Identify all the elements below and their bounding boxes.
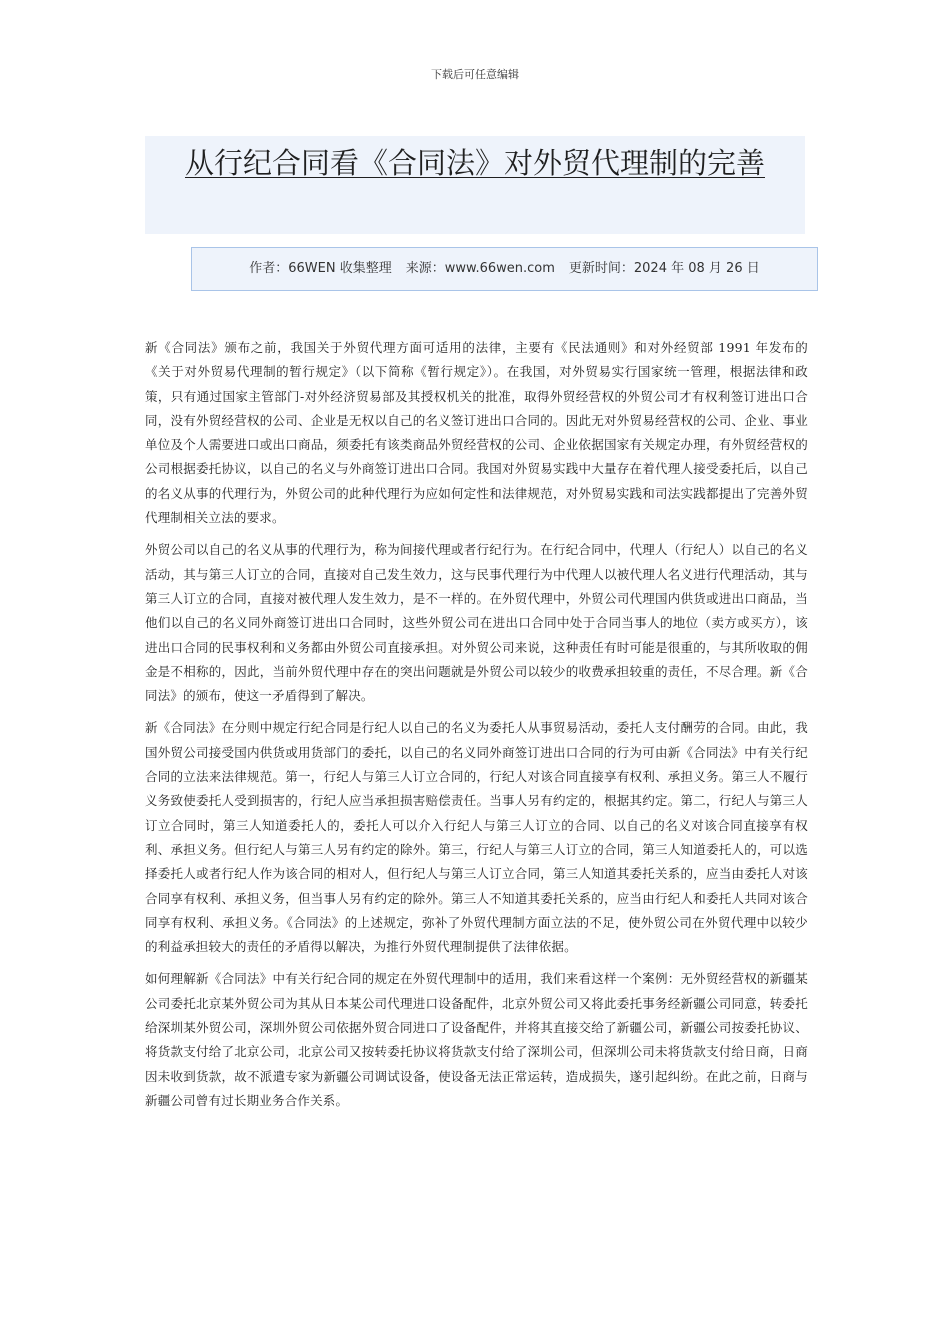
meta-source: 来源：www.66wen.com	[405, 261, 555, 276]
article-paragraph-1: 新《合同法》颁布之前，我国关于外贸代理方面可适用的法律，主要有《民法通则》和对外经贸部 1991 年发布的《关于对外贸易代理制的暂行规定》（以下简称《暂行规定》）。在我国，对外贸易实行国家统一管理，根据法律和政策，只有通过国家主管部门-对外经济贸易部及其授权机关的批准，取得外贸经营权的外贸公司才有权利签订进出口合同，没有外贸经营权的公司、企业是无权以自己的名义签订进出口合同的。因此无对外贸易经营权的公司、企业、事业单位及个人需要进口或出口商品，须委托有该类商品外贸经营权的公司、企业依据国家有关规定办理，有外贸经营权的公司根据委托协议，以自己的名义与外商签订进出口合同。我国对外贸易实践中大量存在着代理人接受委托后，以自己的名义从事的代理行为，外贸公司的此种代理行为应如何定性和法律规范，对外贸易实践和司法实践都提出了完善外贸代理制相关立法的要求。	[145, 340, 808, 526]
meta-author: 作者：66WEN 收集整理	[249, 261, 392, 276]
article-body	[145, 336, 808, 1121]
article-paragraph-2: 外贸公司以自己的名义从事的代理行为，称为间接代理或者行纪行为。在行纪合同中，代理人（行纪人）以自己的名义活动，其与第三人订立的合同，直接对自己发生效力，这与民事代理行为中代理人以被代理人名义进行代理活动，其与第三人订立的合同，直接对被代理人发生效力，是不一样的。在外贸代理中，外贸公司代理国内供货或进出口商品，当他们以自己的名义同外商签订进出口合同时，这些外贸公司在进出口合同中处于合同当事人的地位（卖方或买方），该进出口合同的民事权利和义务都由外贸公司直接承担。对外贸公司来说，这种责任有时可能是很重的，与其所收取的佣金是不相称的，因此，当前外贸代理中存在的突出问题就是外贸公司以较少的收费承担较重的责任，不尽合理。新《合同法》的颁布，使这一矛盾得到了解决。	[145, 542, 808, 704]
article-meta	[191, 247, 818, 291]
title-banner	[145, 136, 805, 234]
article-paragraph-3: 新《合同法》在分则中规定行纪合同是行纪人以自己的名义为委托人从事贸易活动，委托人支付酬劳的合同。由此，我国外贸公司接受国内供货或用货部门的委托，以自己的名义同外商签订进出口合同的行为可由新《合同法》中有关行纪合同的立法来法律规范。第一，行纪人与第三人订立合同的，行纪人对该合同直接享有权利、承担义务。第三人不履行义务致使委托人受到损害的，行纪人应当承担损害赔偿责任。当事人另有约定的，根据其约定。第二，行纪人与第三人订立合同时，第三人知道委托人的，委托人可以介入行纪人与第三人订立的合同、以自己的名义对该合同直接享有权利、承担义务。但行纪人与第三人另有约定的除外。第三，行纪人与第三人订立的合同，第三人知道委托人的，可以选择委托人或者行纪人作为该合同的相对人，但行纪人与第三人订立合同，第三人知道其委托关系的，应当由委托人对该合同享有权利、承担义务，但当事人另有约定的除外。第三人不知道其委托关系的，应当由行纪人和委托人共同对该合同享有权利、承担义务。《合同法》的上述规定，弥补了外贸代理制方面立法的不足，使外贸公司在外贸代理中以较少的利益承担较大的责任的矛盾得以解决，为推行外贸代理制提供了法律依据。	[145, 720, 808, 955]
article-paragraph-4: 如何理解新《合同法》中有关行纪合同的规定在外贸代理制中的适用，我们来看这样一个案例：无外贸经营权的新疆某公司委托北京某外贸公司为其从日本某公司代理进口设备配件，北京外贸公司又将此委托事务经新疆公司同意，转委托给深圳某外贸公司，深圳外贸公司依据外贸合同进口了设备配件，并将其直接交给了新疆公司，新疆公司按委托协议、将货款支付给了北京公司，北京公司又按转委托协议将货款支付给了深圳公司，但深圳公司未将货款支付给日商，日商因未收到货款，故不派遣专家为新疆公司调试设备，使设备无法正常运转，造成损失，遂引起纠纷。在此之前，日商与新疆公司曾有过长期业务合作关系。	[145, 971, 808, 1108]
page-header-note: 下载后可任意编辑	[431, 68, 519, 81]
meta-updated: 更新时间：2024 年 08 月 26 日	[568, 261, 760, 276]
document-title: 从行纪合同看《合同法》对外贸代理制的完善	[184, 146, 765, 180]
